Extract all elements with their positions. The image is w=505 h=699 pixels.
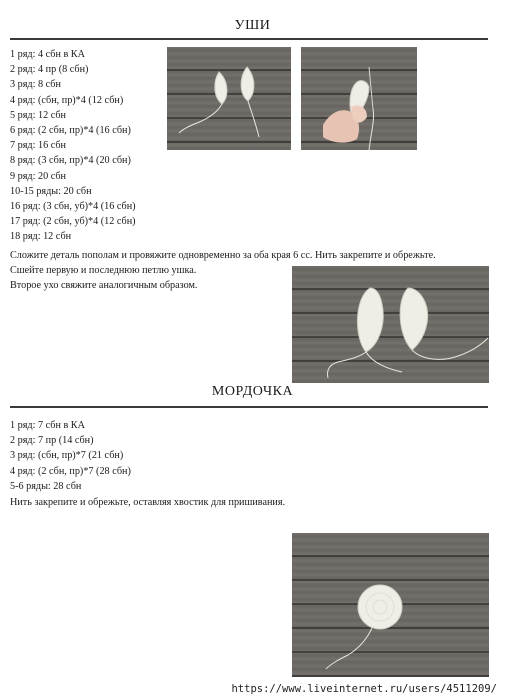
muzzle-row-list — [10, 418, 131, 494]
ears-row: 6 ряд: (2 сбн, пр)*4 (16 сбн) — [10, 124, 131, 136]
muzzle-row: 2 ряд: 7 пр (14 сбн) — [10, 435, 94, 447]
muzzle-row: 1 ряд: 7 сбн в КА — [10, 420, 85, 431]
ears-row-list — [10, 47, 136, 244]
muzzle-disc-illustration — [292, 533, 489, 677]
photo-two-ears-folded — [292, 266, 489, 383]
ears-row: 17 ряд: (2 сбн, уб)*4 (12 сбн) — [10, 216, 136, 228]
folded-ears-illustration — [292, 266, 489, 383]
muzzle-title-rule — [10, 406, 488, 408]
muzzle-paragraph-finish: Нить закрепите и обрежьте, оставляя хвостик для пришивания. — [10, 497, 286, 508]
photo-two-ears-flat — [167, 47, 291, 150]
muzzle-row: 5-6 ряды: 28 сбн — [10, 480, 82, 492]
photo-hand-holding-ear — [301, 47, 417, 150]
ears-paragraph-second: Второе ухо свяжите аналогичным образом. — [10, 280, 198, 291]
ears-row: 10-15 ряды: 20 сбн — [10, 185, 92, 197]
muzzle-section-title: МОРДОЧКА — [211, 384, 294, 399]
ears-row: 4 ряд: (сбн, пр)*4 (12 сбн) — [10, 94, 124, 106]
photo-muzzle-disc — [292, 533, 489, 677]
ears-row: 3 ряд: 8 сбн — [10, 79, 61, 91]
muzzle-row: 4 ряд: (2 сбн, пр)*7 (28 сбн) — [10, 465, 131, 477]
ears-row: 16 ряд: (3 сбн, уб)*4 (16 сбн) — [10, 200, 136, 212]
ears-row: 9 ряд: 20 сбн — [10, 170, 66, 182]
source-url: https://www.liveinternet.ru/users/4511209/ — [231, 683, 497, 695]
ears-row: 5 ряд: 12 сбн — [10, 109, 66, 121]
hand-with-ear-illustration — [301, 47, 417, 150]
ears-title-rule — [10, 38, 488, 40]
two-ears-illustration — [167, 47, 291, 150]
ears-row: 8 ряд: (3 сбн, пр)*4 (20 сбн) — [10, 155, 131, 167]
ears-row: 18 ряд: 12 сбн — [10, 231, 72, 243]
ears-row: 1 ряд: 4 сбн в КА — [10, 49, 85, 60]
muzzle-row: 3 ряд: (сбн, пр)*7 (21 сбн) — [10, 450, 124, 462]
ears-paragraph-fold: Сложите деталь пополам и провяжите одновременно за оба края 6 сс. Нить закрепите и обрежьте. — [10, 250, 436, 261]
ears-paragraph-sew: Сшейте первую и последнюю петлю ушка. — [10, 265, 197, 276]
ears-row: 7 ряд: 16 сбн — [10, 140, 66, 152]
ears-section-title: УШИ — [234, 18, 271, 33]
ears-row: 2 ряд: 4 пр (8 сбн) — [10, 64, 89, 76]
